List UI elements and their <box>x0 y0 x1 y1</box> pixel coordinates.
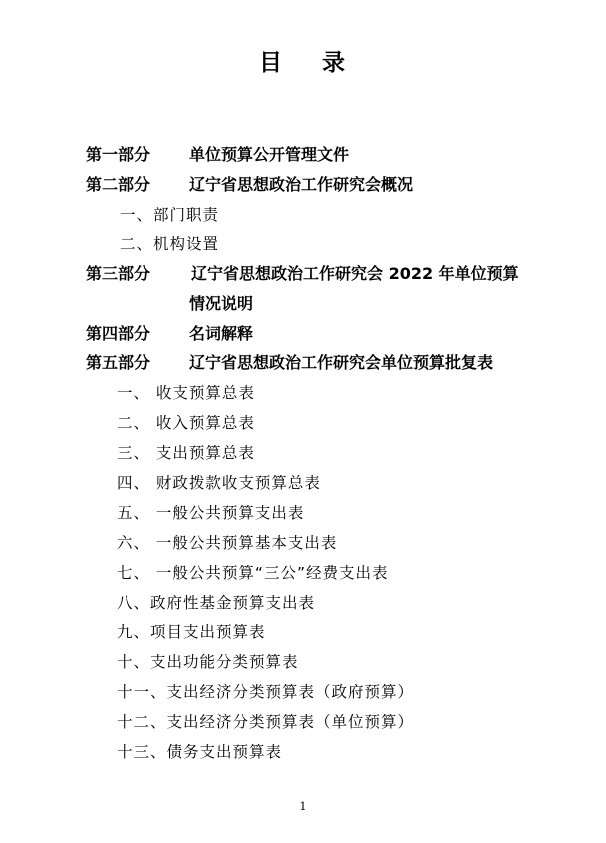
toc-item: 九、项目支出预算表 <box>117 623 266 641</box>
toc-item: 三、 支出预算总表 <box>117 444 255 462</box>
toc-item: 八、政府性基金预算支出表 <box>117 594 316 612</box>
part-text: 辽宁省思想政治工作研究会概况 <box>189 175 414 194</box>
part-text: 辽宁省思想政治工作研究会单位预算批复表 <box>189 353 494 372</box>
part-text: 辽宁省思想政治工作研究会 2022 年单位预算 <box>191 264 519 283</box>
toc-item: 六、 一般公共预算基本支出表 <box>117 534 338 552</box>
part-label: 第一部分 <box>86 145 151 164</box>
toc-item: 十、支出功能分类预算表 <box>117 653 299 671</box>
part-text: 名词解释 <box>189 324 254 343</box>
toc-item: 七、 一般公共预算“三公”经费支出表 <box>117 564 389 582</box>
toc-item: 十二、支出经济分类预算表（单位预算） <box>117 713 415 731</box>
part-label: 第二部分 <box>86 175 151 194</box>
toc-item: 五、 一般公共预算支出表 <box>117 504 305 522</box>
part-label: 第四部分 <box>86 324 151 343</box>
part-label: 第五部分 <box>86 353 151 372</box>
toc-item: 一、 收支预算总表 <box>117 384 255 402</box>
toc-item: 十一、支出经济分类预算表（政府预算） <box>117 683 415 701</box>
toc-item: 一、部门职责 <box>120 206 220 224</box>
page-number: 1 <box>299 800 307 813</box>
part-text: 单位预算公开管理文件 <box>189 145 350 164</box>
toc-item: 二、机构设置 <box>120 235 220 253</box>
part-text-continued: 情况说明 <box>189 294 254 313</box>
part-label: 第三部分 <box>86 264 151 283</box>
title-char-1: 目 <box>259 50 284 76</box>
toc-item: 十三、债务支出预算表 <box>117 743 283 761</box>
toc-title <box>0 44 606 77</box>
title-char-2: 录 <box>322 50 347 76</box>
toc-item: 二、 收入预算总表 <box>117 414 255 432</box>
toc-item: 四、 财政拨款收支预算总表 <box>117 474 321 492</box>
